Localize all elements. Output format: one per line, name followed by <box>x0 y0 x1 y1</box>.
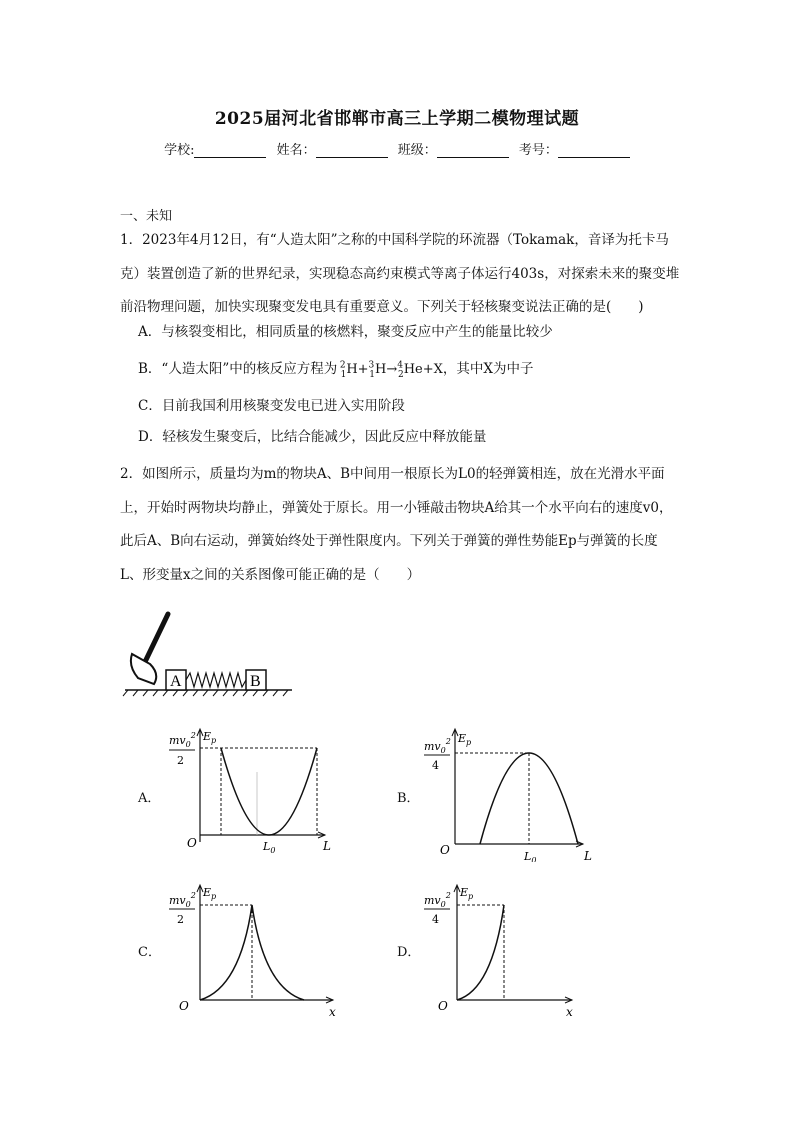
number-blank[interactable] <box>558 143 630 158</box>
svg-text:O: O <box>440 843 450 857</box>
q1-option-d[interactable]: D．轻核发生聚变后，比结合能减少，因此反应中释放能量 <box>138 429 487 445</box>
class-label: 班级： <box>397 143 437 158</box>
svg-text:Ep: $E_p$ <box>460 886 474 901</box>
svg-text:2: 2 <box>177 913 184 926</box>
block-a-label: A <box>170 673 182 690</box>
graph-a-curve <box>221 748 317 835</box>
nuclear-equation: $^2_1$H+$^3_1$H→$^4_2$He+X <box>339 360 443 380</box>
graph-a-origin: O <box>187 836 197 850</box>
graph-a-half-den: 2 <box>177 754 184 767</box>
hammer-icon <box>131 614 168 684</box>
q2-option-a-label[interactable]: A． <box>138 791 161 806</box>
svg-text:4: 4 <box>432 913 439 926</box>
class-blank[interactable] <box>437 143 509 158</box>
name-field[interactable] <box>277 139 388 158</box>
svg-text:L0: $L_0$ <box>524 850 537 862</box>
graph-b[interactable] <box>420 722 600 862</box>
svg-text:Ep: $E_p$ <box>458 732 472 747</box>
svg-text:mv02: $mv_0^2$ <box>169 891 196 909</box>
block-b-label: B <box>250 673 261 690</box>
question-2-text: 2．如图所示，质量均为m的物块A、B中间用一根原长为L0的轻弹簧相连，放在光滑水平面上，开始时两物块均静止，弹簧处于原长。用一小锤敲击物块A给其一个水平向右的速度v0，此后A、B向右运动，弹簧始终处于弹性限度内。下列关于弹簧的弹性势能Ep与弹簧的长度L、形变量x之间的关系图像可能正确的是（ ） <box>120 466 673 583</box>
q1-option-c[interactable]: C．目前我国利用核聚变发电已进入实用阶段 <box>138 398 405 414</box>
svg-text:x: x <box>566 1005 573 1018</box>
graph-d-curve <box>457 905 504 1000</box>
spring <box>186 673 246 687</box>
section-heading: 一、未知 <box>120 209 173 224</box>
q2-option-c-label[interactable]: C． <box>138 945 161 960</box>
ground-hatch <box>123 690 288 696</box>
graph-a-l0: $L_0$ <box>263 840 276 855</box>
svg-text:mv02: $mv_0^2$ <box>424 737 451 755</box>
q1-option-b[interactable] <box>138 357 534 380</box>
svg-text:mv02: $mv_0^2$ <box>424 891 451 909</box>
school-blank[interactable] <box>194 143 266 158</box>
school-field[interactable] <box>164 139 266 158</box>
graph-c[interactable] <box>165 878 345 1018</box>
graph-d[interactable] <box>420 878 590 1018</box>
q2-option-d-label[interactable]: D． <box>397 945 421 960</box>
q1-option-a[interactable]: A．与核裂变相比，相同质量的核燃料，聚变反应中产生的能量比较少 <box>138 324 553 340</box>
name-label: 姓名： <box>276 143 316 158</box>
number-label: 考号： <box>518 143 558 158</box>
number-field[interactable] <box>519 139 630 158</box>
svg-text:L: L <box>584 849 592 862</box>
graph-a-ep-label: $E_p$ <box>203 730 217 745</box>
graph-a[interactable] <box>165 722 340 857</box>
svg-text:O: O <box>438 999 448 1013</box>
graph-a-half-num: $mv_0^2$ <box>169 731 196 749</box>
q1-option-b-suffix: ，其中X为中子 <box>442 361 534 377</box>
svg-text:4: 4 <box>432 759 439 772</box>
svg-text:O: O <box>179 999 189 1013</box>
graph-a-l-label: L <box>323 839 331 853</box>
q2-option-b-label[interactable]: B． <box>397 791 420 806</box>
student-info-row <box>0 139 794 158</box>
question-1-text: 1．2023年4月12日，有“人造太阳”之称的中国科学院的环流器（Tokamak，音译为托卡马克）装置创造了新的世界纪录，实现稳态高约束模式等离子体运行403s，对探索未来的聚变堆前沿物理问题，加快实现聚变发电具有重要意义。下列关于轻核聚变说法正确的是( ) <box>120 232 680 315</box>
name-blank[interactable] <box>316 143 388 158</box>
school-label: 学校: <box>164 143 195 158</box>
class-field[interactable] <box>398 139 509 158</box>
q1-option-b-prefix: B．“人造太阳”中的核反应方程为 <box>138 361 338 377</box>
hammer-spring-figure <box>120 606 300 706</box>
svg-text:x: x <box>329 1005 336 1018</box>
svg-text:Ep: $E_p$ <box>203 886 217 901</box>
page-title: 2025届河北省邯郸市高三上学期二模物理试题 <box>214 109 580 129</box>
